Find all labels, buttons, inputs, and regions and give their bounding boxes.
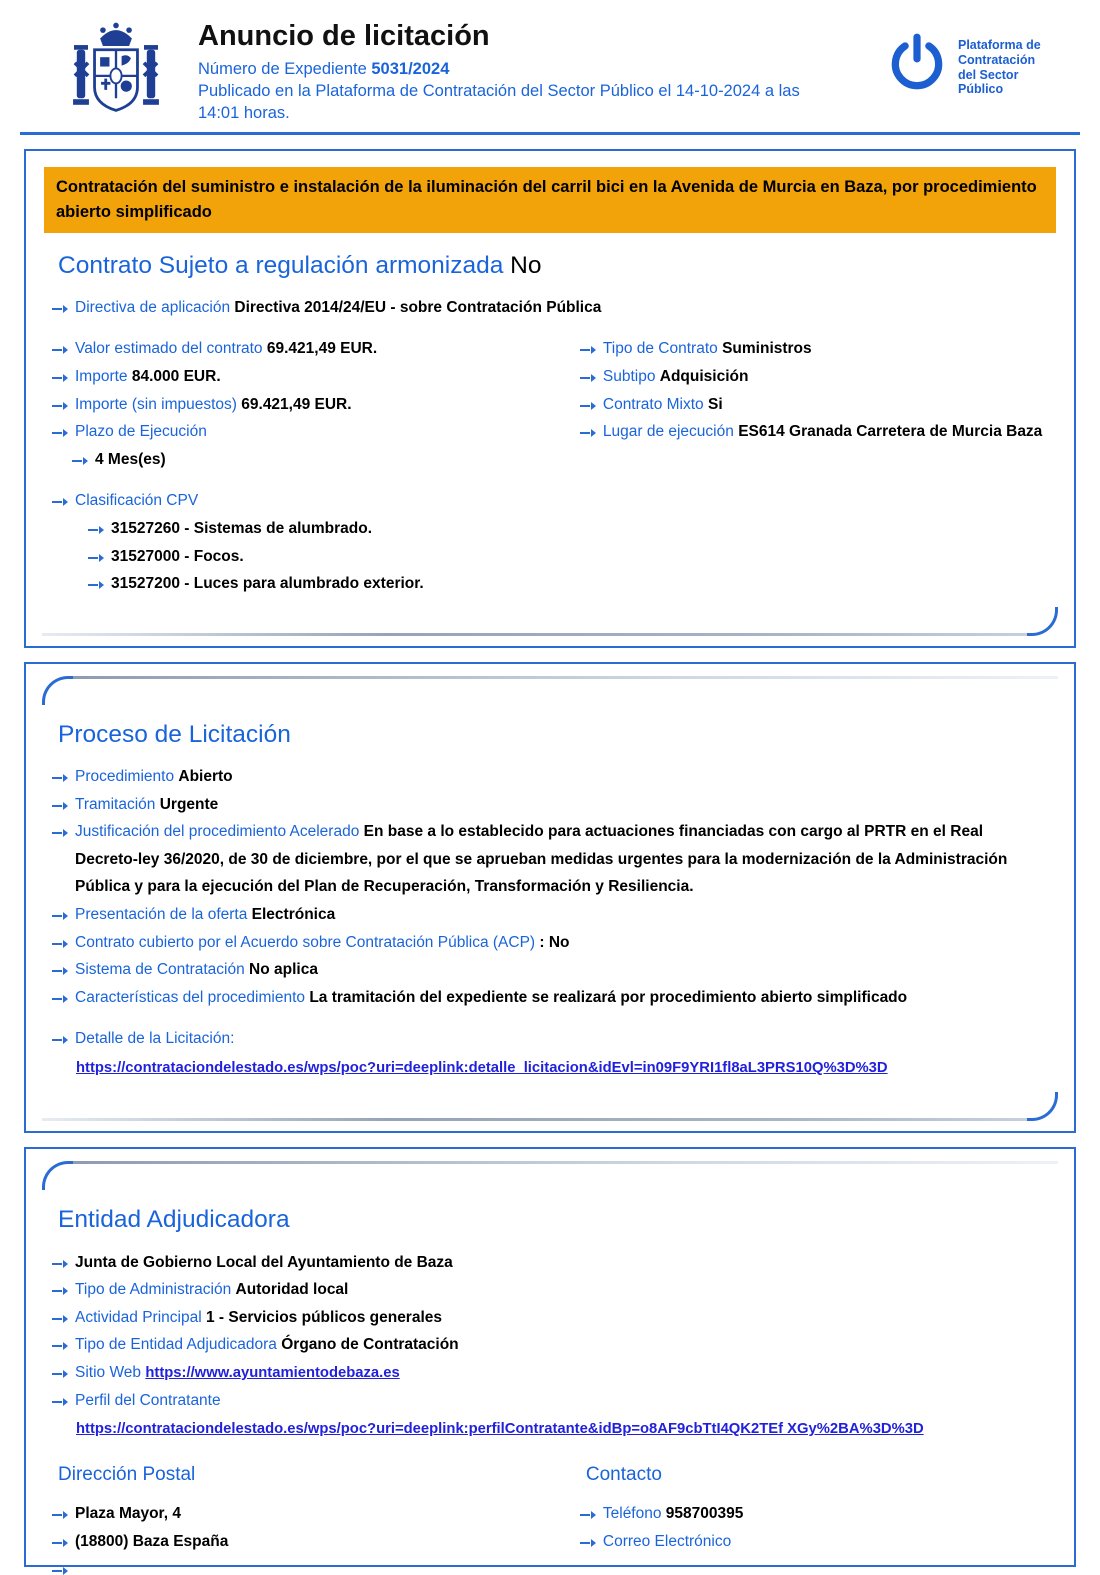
plazo-ejecucion-item: Plazo de Ejecución — [52, 418, 580, 446]
justificacion-item: Justificación del procedimiento Acelerado En base a lo establecido para actuaciones financiadas con cargo al PRTR en el Real Decreto-ley 36/2020, de 30 de diciembre, por el que se aprueban medidas urgentes para la modernización de la Administración Pública y para la ejecución del Plan de Recuperación, Transformación y Resiliencia. — [52, 818, 1048, 901]
dashed-arrow-icon — [580, 1511, 596, 1519]
dashed-arrow-icon — [52, 1539, 68, 1547]
dashed-arrow-icon — [52, 1342, 68, 1350]
contract-section-box — [24, 149, 1076, 648]
importe-item: Importe 84.000 EUR. — [52, 363, 580, 391]
contacto-column — [580, 1444, 1048, 1574]
dashed-arrow-icon — [580, 402, 596, 410]
expediente-number: 5031/2024 — [371, 60, 450, 79]
perfil-contratante-item: Perfil del Contratante — [52, 1387, 1048, 1415]
procedimiento-item: Procedimiento Abierto — [52, 763, 1048, 791]
dashed-arrow-icon — [52, 802, 68, 810]
page-header — [0, 0, 1100, 130]
panel-bottom-decoration — [42, 1093, 1058, 1121]
page-title: Anuncio de licitación — [198, 20, 490, 52]
dashed-arrow-icon — [580, 346, 596, 354]
direccion-line-item: (18800) Baza España — [52, 1528, 580, 1556]
directiva-item: Directiva de aplicación Directiva 2014/24/EU - sobre Contratación Pública — [52, 294, 1048, 322]
dashed-arrow-icon — [52, 1511, 68, 1519]
direccion-line-item: Plaza Mayor, 4 — [52, 1500, 580, 1528]
panel-top-decoration — [42, 1161, 1058, 1187]
dashed-arrow-icon — [580, 429, 596, 437]
sistema-contratacion-item: Sistema de Contratación No aplica — [52, 956, 1048, 984]
cpv-item: Clasificación CPV — [52, 487, 1048, 515]
cpv-code-item: 31527200 - Luces para alumbrado exterior. — [52, 570, 1048, 598]
header-divider — [20, 132, 1080, 135]
contacto-heading: Contacto — [585, 1464, 662, 1486]
dashed-arrow-icon — [52, 1398, 68, 1406]
detalle-licitacion-link[interactable]: https://contrataciondelestado.es/wps/poc?uri=deeplink:detalle_licitacion&idEvl=in09F9YRI1fl8aL3PRS10Q%3D%3D — [76, 1059, 888, 1076]
dashed-arrow-icon — [52, 1370, 68, 1378]
dashed-arrow-icon — [52, 346, 68, 354]
dashed-arrow-icon — [52, 1260, 68, 1268]
importe-sin-impuestos-item: Importe (sin impuestos) 69.421,49 EUR. — [52, 391, 580, 419]
tipo-entidad-item: Tipo de Entidad Adjudicadora Órgano de Contratación — [52, 1331, 1048, 1359]
direccion-postal-heading: Dirección Postal — [58, 1464, 196, 1486]
dashed-arrow-icon — [52, 995, 68, 1003]
expediente-label: Número de Expediente — [198, 60, 367, 79]
dashed-arrow-icon — [52, 912, 68, 920]
platform-logo-text: Plataforma de Contratación del Sector Público — [958, 38, 1041, 97]
dashed-arrow-icon — [52, 1567, 68, 1575]
telefono-item: Teléfono 958700395 — [580, 1500, 1048, 1528]
announcement-banner: Contratación del suministro e instalación de la iluminación del carril bici en la Avenida de Murcia en Baza, por procedimiento abierto simplificado — [44, 167, 1056, 233]
panel-top-decoration — [42, 676, 1058, 702]
detalle-licitacion-item: Detalle de la Licitación: — [52, 1025, 1048, 1053]
sitio-web-item: Sitio Web https://www.ayuntamientodebaza.es — [52, 1359, 1048, 1387]
cpv-code-item: 31527260 - Sistemas de alumbrado. — [52, 515, 1048, 543]
dashed-arrow-icon — [88, 526, 104, 534]
dashed-arrow-icon — [52, 1315, 68, 1323]
entidad-heading: Entidad Adjudicadora — [58, 1206, 290, 1234]
dashed-arrow-icon — [52, 374, 68, 382]
dashed-arrow-icon — [52, 967, 68, 975]
dashed-arrow-icon — [52, 774, 68, 782]
contract-heading-value: No — [510, 251, 542, 279]
tipo-administracion-item: Tipo de Administración Autoridad local — [52, 1276, 1048, 1304]
proceso-section-box — [24, 662, 1076, 1134]
dashed-arrow-icon — [52, 402, 68, 410]
proceso-heading: Proceso de Licitación — [58, 720, 291, 748]
direccion-postal-column — [52, 1444, 580, 1574]
caracteristicas-item: Características del procedimiento La tramitación del expediente se realizará por procedimiento abierto simplificado — [52, 984, 1048, 1012]
dashed-arrow-icon — [52, 1036, 68, 1044]
contrato-mixto-item: Contrato Mixto Si — [580, 391, 1048, 419]
direccion-line-item-cutoff — [52, 1556, 580, 1575]
panel-bottom-decoration — [42, 608, 1058, 636]
dashed-arrow-icon — [52, 305, 68, 313]
dashed-arrow-icon — [580, 1539, 596, 1547]
power-button-icon — [884, 26, 950, 102]
dashed-arrow-icon — [52, 940, 68, 948]
dashed-arrow-icon — [52, 498, 68, 506]
plazo-sub-item: 4 Mes(es) — [52, 446, 580, 474]
valor-estimado-item: Valor estimado del contrato 69.421,49 EUR. — [52, 335, 580, 363]
correo-item: Correo Electrónico — [580, 1528, 1048, 1556]
perfil-contratante-link[interactable]: https://contrataciondelestado.es/wps/poc?uri=deeplink:perfilContratante&idBp=o8AF9cbTtI4QK2TEf XGy%2BA%3D%3D — [76, 1421, 924, 1438]
presentacion-oferta-item: Presentación de la oferta Electrónica — [52, 901, 1048, 929]
dashed-arrow-icon — [52, 1287, 68, 1295]
lugar-ejecucion-item: Lugar de ejecución ES614 Granada Carretera de Murcia Baza — [580, 418, 1048, 446]
contract-right-column — [580, 335, 1048, 473]
dashed-arrow-icon — [88, 554, 104, 562]
organo-item: Junta de Gobierno Local del Ayuntamiento de Baza — [52, 1249, 1048, 1277]
tramitacion-item: Tramitación Urgente — [52, 791, 1048, 819]
entidad-section-box — [24, 1147, 1076, 1567]
published-line: Publicado en la Plataforma de Contratación del Sector Público el 14-10-2024 a las 14:01 horas. — [198, 82, 800, 122]
dashed-arrow-icon — [580, 374, 596, 382]
contract-left-column — [52, 335, 580, 473]
subtipo-item: Subtipo Adquisición — [580, 363, 1048, 391]
tipo-contrato-item: Tipo de Contrato Suministros — [580, 335, 1048, 363]
sitio-web-link[interactable]: https://www.ayuntamientodebaza.es — [145, 1364, 400, 1381]
acp-item: Contrato cubierto por el Acuerdo sobre Contratación Pública (ACP) : No — [52, 929, 1048, 957]
contract-heading: Contrato Sujeto a regulación armonizada No — [58, 251, 542, 279]
dashed-arrow-icon — [52, 429, 68, 437]
cpv-code-item: 31527000 - Focos. — [52, 543, 1048, 571]
dashed-arrow-icon — [72, 457, 88, 465]
platform-logo — [884, 18, 1050, 102]
dashed-arrow-icon — [52, 829, 68, 837]
dashed-arrow-icon — [88, 581, 104, 589]
expediente-line — [198, 59, 838, 81]
spain-coat-of-arms-icon — [66, 18, 166, 130]
actividad-principal-item: Actividad Principal 1 - Servicios públicos generales — [52, 1304, 1048, 1332]
